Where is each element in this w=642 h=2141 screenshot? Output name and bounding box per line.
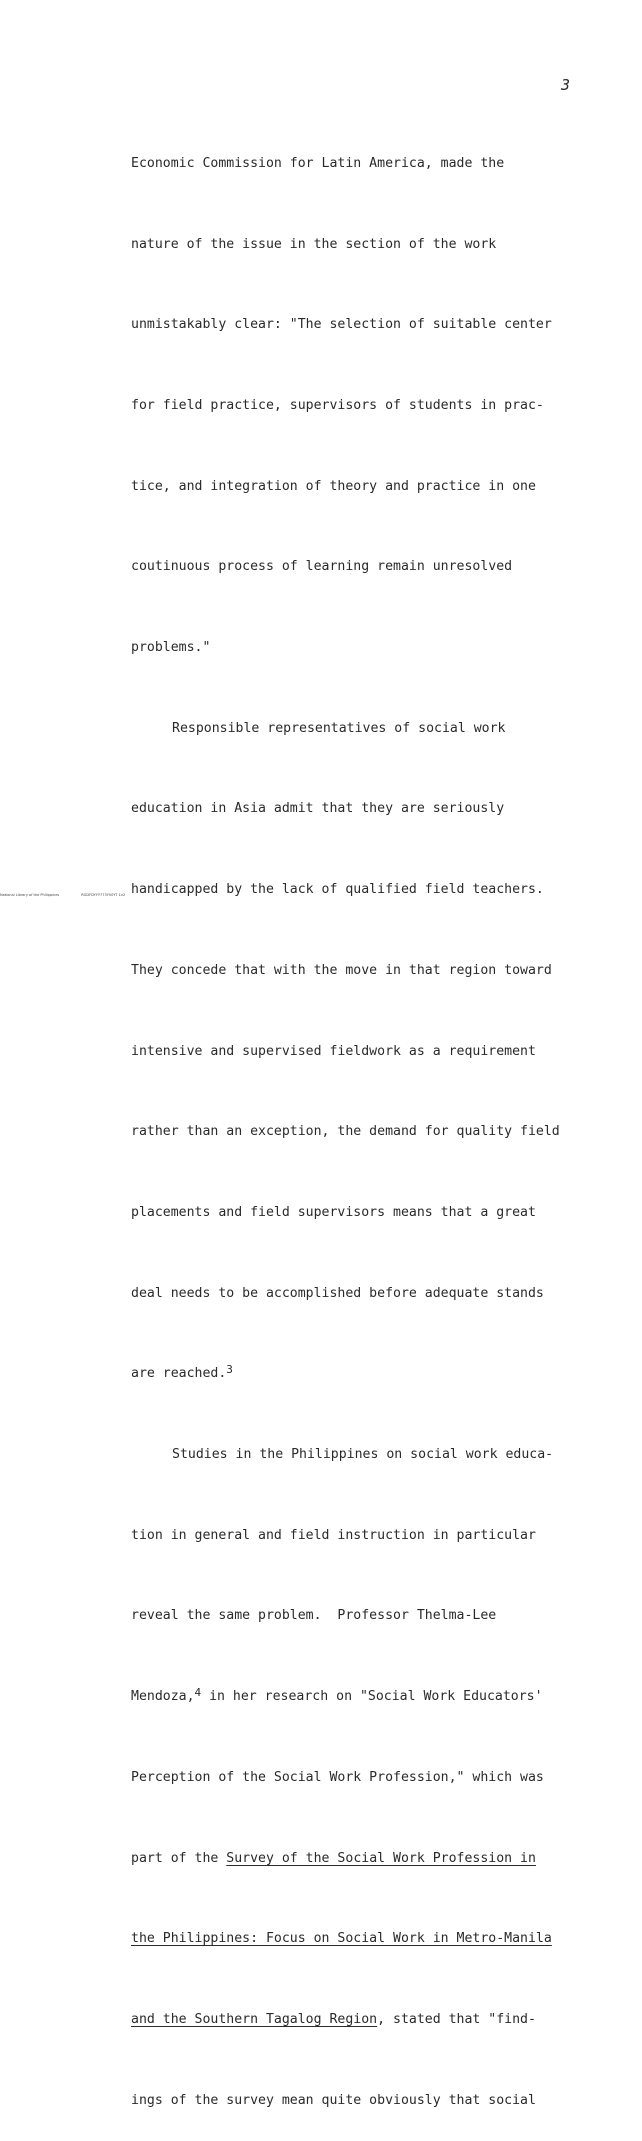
text-segment: are reached. [131, 1366, 227, 1382]
footer-code: RGDFDYYY773Y00YT 1v2 [81, 893, 126, 897]
text-line: education in Asia admit that they are seriously [131, 801, 505, 817]
text-line [131, 1361, 581, 1388]
page-number: 3 [561, 76, 571, 94]
text-line: rather than an exception, the demand for quality field [131, 1124, 560, 1140]
survey-title-underlined: and the Southern Tagalog Region [131, 2011, 378, 2027]
text-line: nature of the issue in the section of the work [131, 236, 497, 252]
text-line: placements and field supervisors means that a great [131, 1204, 536, 1220]
text-line: deal needs to be accomplished before adequate stands [131, 1285, 544, 1301]
text-line: intensive and supervised fieldwork as a requirement [131, 1043, 536, 1059]
text-line [131, 1846, 581, 1873]
text-line [131, 1926, 581, 1953]
scan-footer [0, 893, 125, 897]
text-line [131, 1684, 581, 1711]
text-line: coutinuous process of learning remain unresolved [131, 559, 513, 575]
text-line: problems." [131, 640, 211, 656]
text-line: handicapped by the lack of qualified field teachers. [131, 882, 544, 898]
document-body [131, 97, 581, 2141]
text-segment: Studies in the Philippines on social work educa- [172, 1447, 554, 1463]
survey-title-underlined: Survey of the Social Work Profession in [226, 1850, 536, 1866]
text-line [131, 716, 581, 743]
text-segment: Mendoza, [131, 1689, 195, 1705]
text-line: reveal the same problem. Professor Thelma-Lee [131, 1608, 497, 1624]
footnote-marker: 4 [194, 1686, 202, 1700]
text-line [131, 2007, 581, 2034]
survey-title-underlined: the Philippines: Focus on Social Work in Metro-Manila [131, 1931, 552, 1947]
text-line: unmistakably clear: "The selection of suitable center [131, 317, 552, 333]
text-line: Perception of the Social Work Profession," which was [131, 1769, 544, 1785]
text-line: tion in general and field instruction in particular [131, 1527, 536, 1543]
text-line: tice, and integration of theory and practice in one [131, 478, 536, 494]
text-segment: in her research on "Social Work Educators' [201, 1689, 543, 1705]
text-segment: part of the [131, 1850, 227, 1866]
text-segment: Responsible representatives of social work [172, 720, 506, 736]
text-line [131, 1442, 581, 1469]
text-line: They concede that with the move in that region toward [131, 962, 552, 978]
text-line: for field practice, supervisors of students in prac- [131, 397, 544, 413]
footer-library: National Library of the Philippines [0, 893, 60, 897]
footnote-marker: 3 [226, 1363, 233, 1377]
text-line: ings of the survey mean quite obviously that social [131, 2092, 536, 2108]
text-line: Economic Commission for Latin America, made the [131, 155, 505, 171]
text-segment: , stated that "find- [377, 2011, 536, 2027]
